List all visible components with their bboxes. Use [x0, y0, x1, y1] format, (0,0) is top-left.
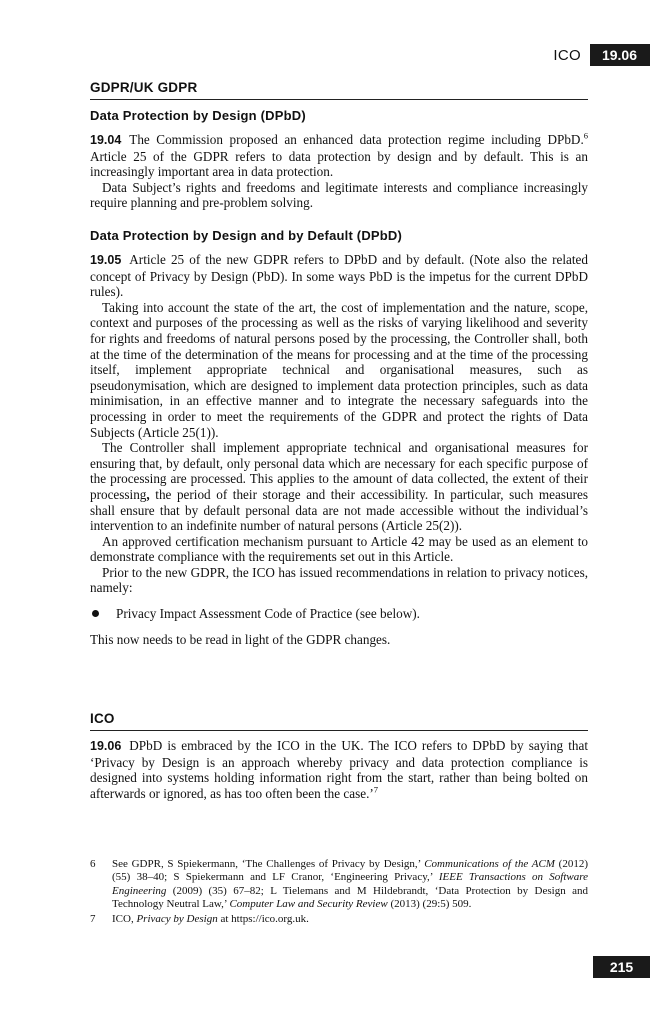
section-heading-gdpr: GDPR/UK GDPR	[90, 80, 588, 100]
bullet-icon	[92, 610, 99, 617]
section-heading-ico: ICO	[90, 711, 588, 731]
page-number: 215	[593, 956, 650, 978]
footnote-ref-6: 6	[583, 130, 588, 141]
paragraph-number: 19.05	[90, 253, 122, 267]
paragraph-number: 19.06	[90, 739, 122, 753]
dpbd-default-section	[90, 228, 588, 647]
ico-section	[90, 711, 588, 801]
paragraph: Taking into account the state of the art, the cost of implementation and the nature, scope, context and purposes of the processing as well as the risks of varying likelihood and severity for rights and freedoms of natural persons posed by the processing, the Controller shall, both at the time of the determination of the means for processing and at the time of the processing itself, implement appropriate technical and organisational measures, such as pseudonymisation, which are designed to implement data protection principles, such as data minimisation, in an effective manner and to integrate the necessary safeguards into the processing in order to meet the requirements of the GDPR and protect the rights of Data Subjects (Article 25(1)).	[90, 299, 588, 440]
running-header	[553, 44, 650, 66]
paragraph-19-06: 19.06 DPbD is embraced by the ICO in the UK. The ICO refers to DPbD by saying that ‘Privacy by Design is an approach whereby privacy and data protection compliance is designed into systems holding information right from the start, rather than being bolted on afterwards or ignored, as has too often been the case.’$^7$	[90, 738, 588, 801]
paragraph-19-05: 19.05 Article 25 of the new GDPR refers to DPbD and by default. (Note also the related concept of Privacy by Design (PbD). In some ways PbD is the impetus for the current DPbD rules).	[90, 252, 588, 300]
running-header-section-number: 19.06	[590, 44, 650, 66]
paragraph: Data Subject’s rights and freedoms and legitimate interests and compliance increasingly require planning and pre-problem solving.	[90, 179, 588, 211]
paragraph: The Controller shall implement appropriate technical and organisational measures for ensuring that, by default, only personal data which are necessary for each specific purpose of the processing are processed. This applies to the amount of data collected, the extent of their processing, the period of their storage and their accessibility. In particular, such measures shall ensure that by default personal data are not made accessible without the individual’s intervention to an indefinite number of natural persons (Article 25(2)).	[90, 440, 588, 534]
paragraph: This now needs to be read in light of the GDPR changes.	[90, 631, 391, 647]
dpbd-section	[90, 108, 588, 211]
footnote-6: 6 See GDPR, S Spiekermann, ‘The Challenges of Privacy by Design,’ Communications of the ACM (2012) (55) 38–40; S Spiekermann and LF Cranor, ‘Engineering Privacy,’ IEEE Transactions on Software Engineering (2009) (35) 67–82; L Tielemans and M Hildebrandt, ‘Data Protection by Design and Technology Neutral Law,’ Computer Law and Security Review (2013) (29:5) 509.	[90, 858, 588, 911]
paragraph: An approved certification mechanism pursuant to Article 42 may be used as an element to demonstrate compliance with the requirements set out in this Article.	[90, 533, 588, 565]
running-header-chapter: ICO	[553, 46, 581, 64]
footnotes	[90, 858, 588, 927]
paragraph-number: 19.04	[90, 133, 122, 147]
paragraph-19-04: 19.04 The Commission proposed an enhanced data protection regime including DPbD.$^6$ Article 25 of the GDPR refers to data protection by design and by default. This is an increasingly important area in data protection.	[90, 130, 588, 180]
footnote-7: 7 ICO, Privacy by Design at https://ico.org.uk.	[90, 912, 309, 925]
list-item: Privacy Impact Assessment Code of Practice (see below).	[90, 606, 588, 622]
footnote-ref-7: 7	[373, 784, 379, 795]
paragraph: Prior to the new GDPR, the ICO has issued recommendations in relation to privacy notices, namely:	[90, 564, 588, 596]
subheading-dpbd: Data Protection by Design (DPbD)	[90, 108, 306, 123]
subheading-dpbd-default: Data Protection by Design and by Default (DPbD)	[90, 228, 403, 243]
